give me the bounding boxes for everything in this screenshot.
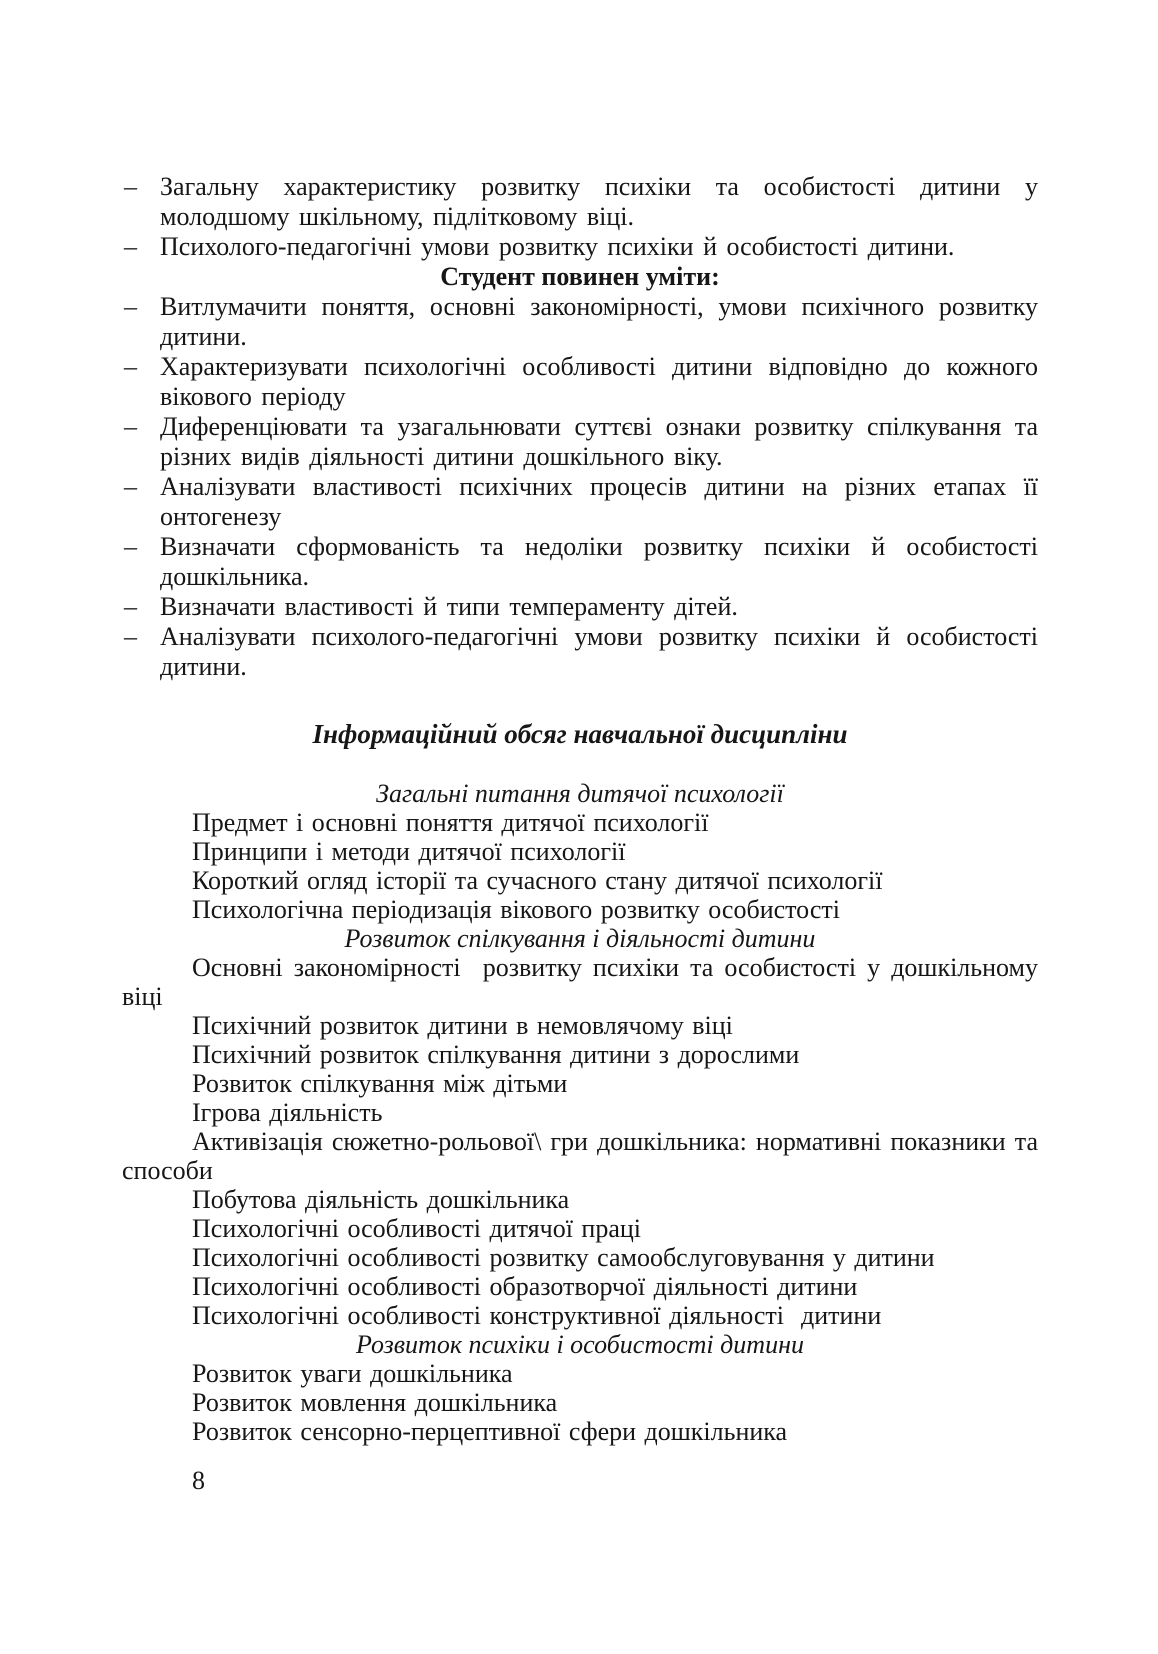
- list-item-text: Визначати властивості й типи темпераменту дітей.: [160, 592, 738, 621]
- topic: Ігрова діяльність: [192, 1098, 383, 1127]
- topic: Психічний розвиток дитини в немовлячому віці: [192, 1011, 733, 1040]
- topic: Короткий огляд історії та сучасного стану дитячої психології: [192, 866, 883, 895]
- topic: Психічний розвиток спілкування дитини з дорослими: [192, 1040, 800, 1069]
- knowledge-list: [122, 172, 1038, 262]
- topic: Основні закономірності розвитку психіки та особистості у дошкільному віці: [122, 953, 1047, 1011]
- list-item: [122, 232, 1038, 262]
- dash-marker: –: [124, 622, 137, 651]
- dash-marker: –: [124, 232, 137, 261]
- list-item-text: Диференціювати та узагальнювати суттєві ознаки розвитку спілкування та різних видів діяльності дитини дошкільного віку.: [160, 412, 1038, 471]
- list-item: [122, 472, 1038, 532]
- list-item-text: Витлумачити поняття, основні закономірності, умови психічного розвитку дитини.: [160, 292, 1038, 351]
- list-item-text: Визначати сформованість та недоліки розвитку психіки й особистості дошкільника.: [160, 532, 1038, 591]
- list-item-text: Психолого-педагогічні умови розвитку психіки й особистості дитини.: [160, 232, 955, 261]
- topic: Побутова діяльність дошкільника: [192, 1185, 570, 1214]
- section-title: Розвиток психіки і особистості дитини: [356, 1330, 804, 1359]
- list-item: [122, 412, 1038, 472]
- list-item-text: Характеризувати психологічні особливості дитини відповідно до кожного вікового періоду: [160, 352, 1038, 411]
- dash-marker: –: [124, 352, 137, 381]
- skills-list: [122, 292, 1038, 682]
- list-item-text: Аналізувати психолого-педагогічні умови розвитку психіки й особистості дитини.: [160, 622, 1038, 681]
- topic: Розвиток сенсорно-перцептивної сфери дошкільника: [192, 1417, 788, 1446]
- skills-heading: Студент повинен уміти:: [440, 262, 720, 291]
- list-item-text: Загальну характеристику розвитку психіки та особистості дитини у молодшому шкільному, підлітковому віці.: [160, 172, 1038, 231]
- topic: Предмет і основні поняття дитячої психології: [192, 808, 709, 837]
- list-item: [122, 592, 1038, 622]
- list-item: [122, 622, 1038, 682]
- section-title: Загальні питання дитячої психології: [376, 779, 784, 808]
- topic: Розвиток мовлення дошкільника: [192, 1388, 558, 1417]
- section-title: Розвиток спілкування і діяльності дитини: [344, 924, 816, 953]
- topic: Психологічні особливості розвитку самообслуговування у дитини: [192, 1243, 935, 1272]
- list-item: [122, 532, 1038, 592]
- dash-marker: –: [124, 592, 137, 621]
- topic: Принципи і методи дитячої психології: [192, 837, 626, 866]
- topic: Психологічна періодизація вікового розвитку особистості: [192, 895, 840, 924]
- list-item: [122, 172, 1038, 232]
- list-item-text: Аналізувати властивості психічних процесів дитини на різних етапах її онтогенезу: [160, 472, 1038, 531]
- topic: Психологічні особливості образотворчої діяльності дитини: [192, 1272, 858, 1301]
- page-number: 8: [192, 1466, 205, 1495]
- dash-marker: –: [124, 412, 137, 441]
- topic: Психологічні особливості конструктивної діяльності дитини: [192, 1301, 882, 1330]
- topic: Розвиток спілкування між дітьми: [192, 1069, 568, 1098]
- list-item: [122, 292, 1038, 352]
- topic: Активізація сюжетно-рольової\ гри дошкільника: нормативні показники та способи: [122, 1127, 1047, 1185]
- topic: Психологічні особливості дитячої праці: [192, 1214, 642, 1243]
- dash-marker: –: [124, 172, 137, 201]
- dash-marker: –: [124, 472, 137, 501]
- dash-marker: –: [124, 532, 137, 561]
- topic: Розвиток уваги дошкільника: [192, 1359, 513, 1388]
- info-heading: Інформаційний обсяг навчальної дисципліни: [312, 719, 848, 749]
- dash-marker: –: [124, 292, 137, 321]
- list-item: [122, 352, 1038, 412]
